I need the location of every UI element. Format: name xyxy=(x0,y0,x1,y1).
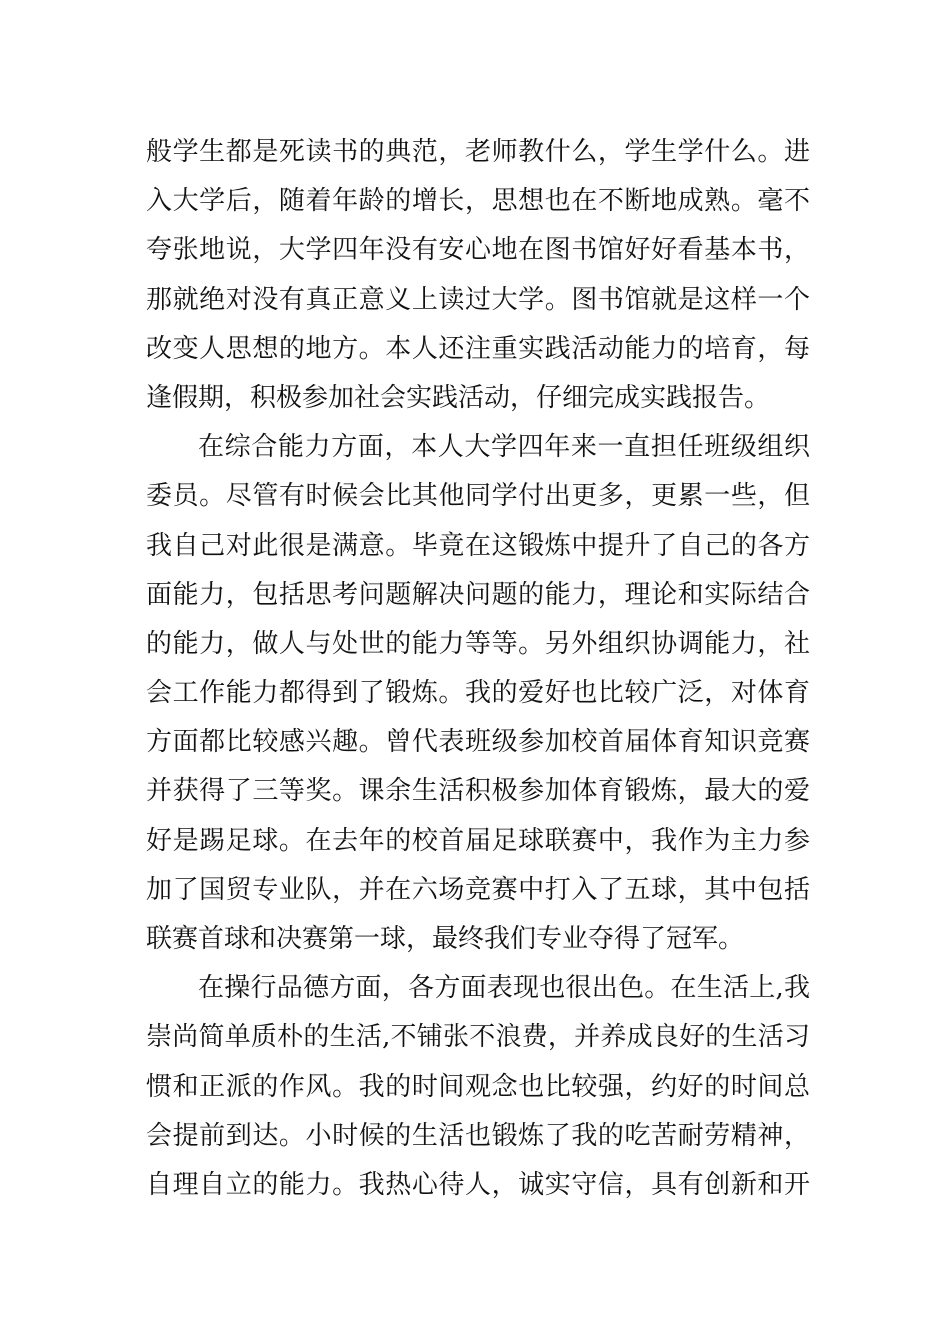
body-text xyxy=(146,128,810,1210)
text-line: 委员。尽管有时候会比其他同学付出更多，更累一些，但 xyxy=(146,481,810,512)
text-line: 惯和正派的作风。我的时间观念也比较强，约好的时间总 xyxy=(146,1071,810,1102)
paragraph-first-line: 在综合能力方面，本人大学四年来一直担任班级组织 xyxy=(198,432,810,463)
text-line: 逢假期，积极参加社会实践活动，仔细完成实践报告。 xyxy=(146,382,771,413)
text-line: 联赛首球和决赛第一球，最终我们专业夺得了冠军。 xyxy=(146,924,745,954)
text-line: 那就绝对没有真正意义上读过大学。图书馆就是这样一个 xyxy=(146,284,810,315)
text-line: 我自己对此很是满意。毕竟在这锻炼中提升了自己的各方 xyxy=(146,530,810,561)
text-line: 的能力，做人与处世的能力等等。另外组织协调能力，社 xyxy=(146,628,810,659)
text-line: 改变人思想的地方。本人还注重实践活动能力的培育，每 xyxy=(146,333,810,364)
text-line: 加了国贸专业队，并在六场竞赛中打入了五球，其中包括 xyxy=(146,874,810,905)
text-line: 并获得了三等奖。课余生活积极参加体育锻炼，最大的爱 xyxy=(146,776,810,807)
text-line: 好是踢足球。在去年的校首届足球联赛中，我作为主力参 xyxy=(146,825,810,856)
text-line: 面能力，包括思考问题解决问题的能力，理论和实际结合 xyxy=(146,579,810,610)
paragraph-first-line: 在操行品德方面，各方面表现也很出色。在生活上,我 xyxy=(198,973,810,1004)
text-line: 入大学后，随着年龄的增长，思想也在不断地成熟。毫不 xyxy=(146,186,810,217)
text-line: 方面都比较感兴趣。曾代表班级参加校首届体育知识竞赛 xyxy=(146,727,810,758)
text-line: 夸张地说，大学四年没有安心地在图书馆好好看基本书， xyxy=(146,235,810,266)
text-line: 会提前到达。小时候的生活也锻炼了我的吃苦耐劳精神， xyxy=(146,1120,810,1151)
text-line: 崇尚简单质朴的生活,不铺张不浪费，并养成良好的生活习 xyxy=(146,1022,810,1053)
text-line: 自理自立的能力。我热心待人，诚实守信，具有创新和开 xyxy=(146,1169,810,1200)
text-line: 会工作能力都得到了锻炼。我的爱好也比较广泛，对体育 xyxy=(146,678,810,709)
text-line: 般学生都是死读书的典范，老师教什么，学生学什么。进 xyxy=(146,137,810,167)
